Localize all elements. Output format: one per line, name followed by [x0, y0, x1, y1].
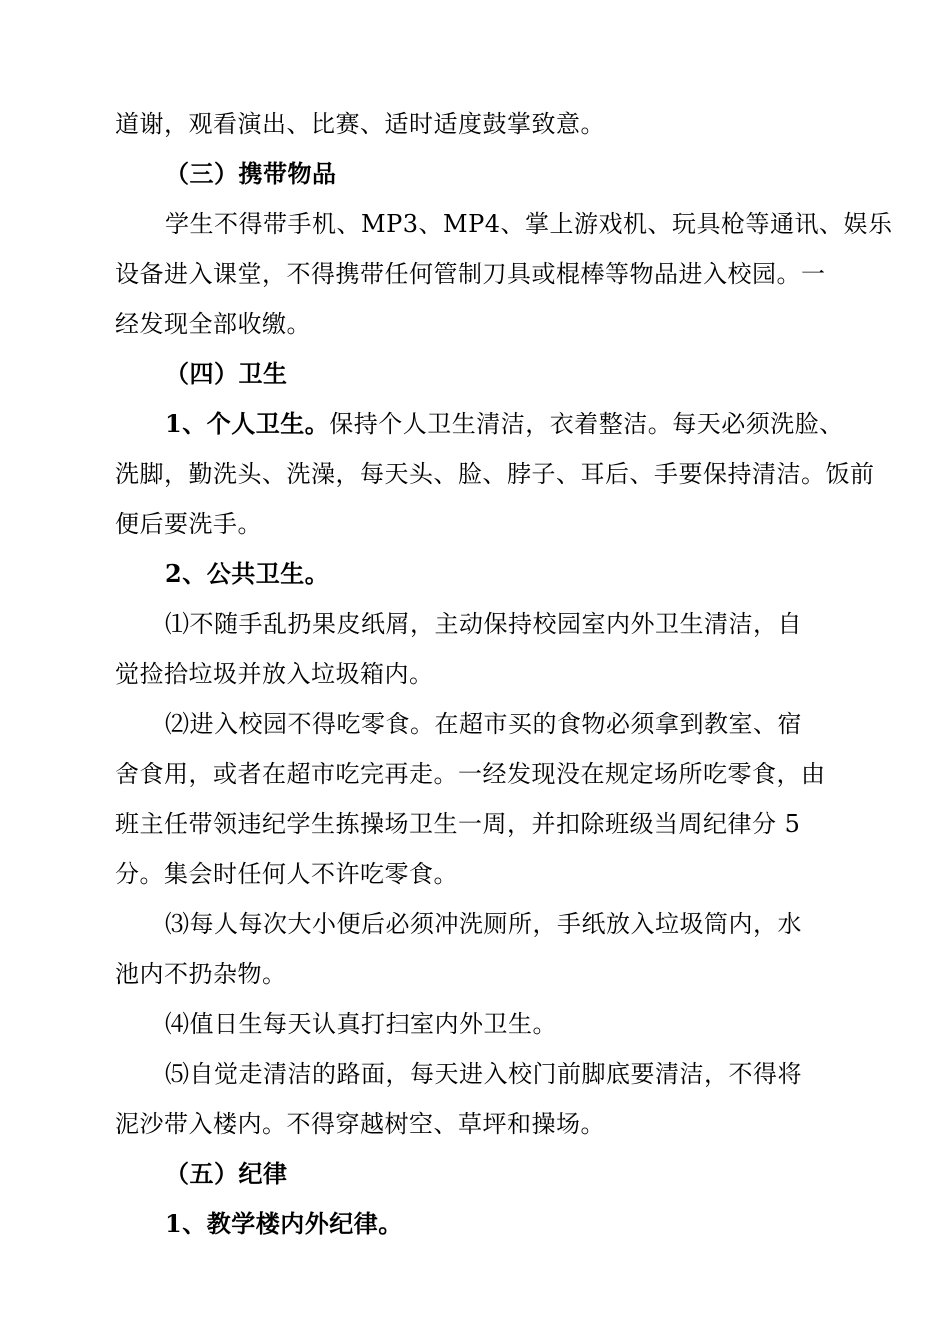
list-item: ⑸自觉走清洁的路面，每天进入校门前脚底要清洁，不得将	[165, 1060, 802, 1088]
section-heading-discipline: （五）纪律	[165, 1159, 288, 1188]
paragraph-line: 道谢，观看演出、比赛、适时适度鼓掌致意。	[115, 110, 605, 138]
list-item: ⑵进入校园不得吃零食。在超市买的食物必须拿到教室、宿	[165, 710, 802, 738]
paragraph-line: 班主任带领违纪学生拣操场卫生一周，并扣除班级当周纪律分 5	[115, 810, 801, 838]
paragraph-line	[165, 408, 844, 440]
paragraph-line: 经发现全部收缴。	[115, 310, 311, 338]
paragraph-line: 分。集会时任何人不许吃零食。	[115, 860, 458, 888]
list-item: ⑷值日生每天认真打扫室内外卫生。	[165, 1010, 557, 1038]
paragraph-line: 便后要洗手。	[115, 510, 262, 538]
section-heading-hygiene: （四）卫生	[165, 359, 288, 388]
paragraph-text: 保持个人卫生清洁，衣着整洁。每天必须洗脸、	[329, 410, 844, 438]
paragraph-line: 舍食用，或者在超市吃完再走。一经发现没在规定场所吃零食，由	[115, 760, 826, 788]
paragraph-line: 洗脚，勤洗头、洗澡，每天头、脸、脖子、耳后、手要保持清洁。饭前	[115, 460, 875, 488]
subheading-public-hygiene: 2、公共卫生。	[165, 559, 330, 588]
subheading-personal-hygiene: 1、个人卫生。	[165, 409, 330, 438]
list-item: ⑶每人每次大小便后必须冲洗厕所，手纸放入垃圾筒内，水	[165, 910, 802, 938]
paragraph-line: 学生不得带手机、MP3、MP4、掌上游戏机、玩具枪等通讯、娱乐	[165, 210, 893, 238]
paragraph-line: 设备进入课堂，不得携带任何管制刀具或棍棒等物品进入校园。一	[115, 260, 826, 288]
paragraph-line: 觉捡拾垃圾并放入垃圾箱内。	[115, 660, 434, 688]
subheading-building-discipline: 1、教学楼内外纪律。	[165, 1209, 403, 1238]
list-item: ⑴不随手乱扔果皮纸屑，主动保持校园室内外卫生清洁，自	[165, 610, 802, 638]
paragraph-line: 泥沙带入楼内。不得穿越树空、草坪和操场。	[115, 1110, 605, 1138]
section-heading-carry: （三）携带物品	[165, 159, 337, 188]
paragraph-line: 池内不扔杂物。	[115, 960, 287, 988]
